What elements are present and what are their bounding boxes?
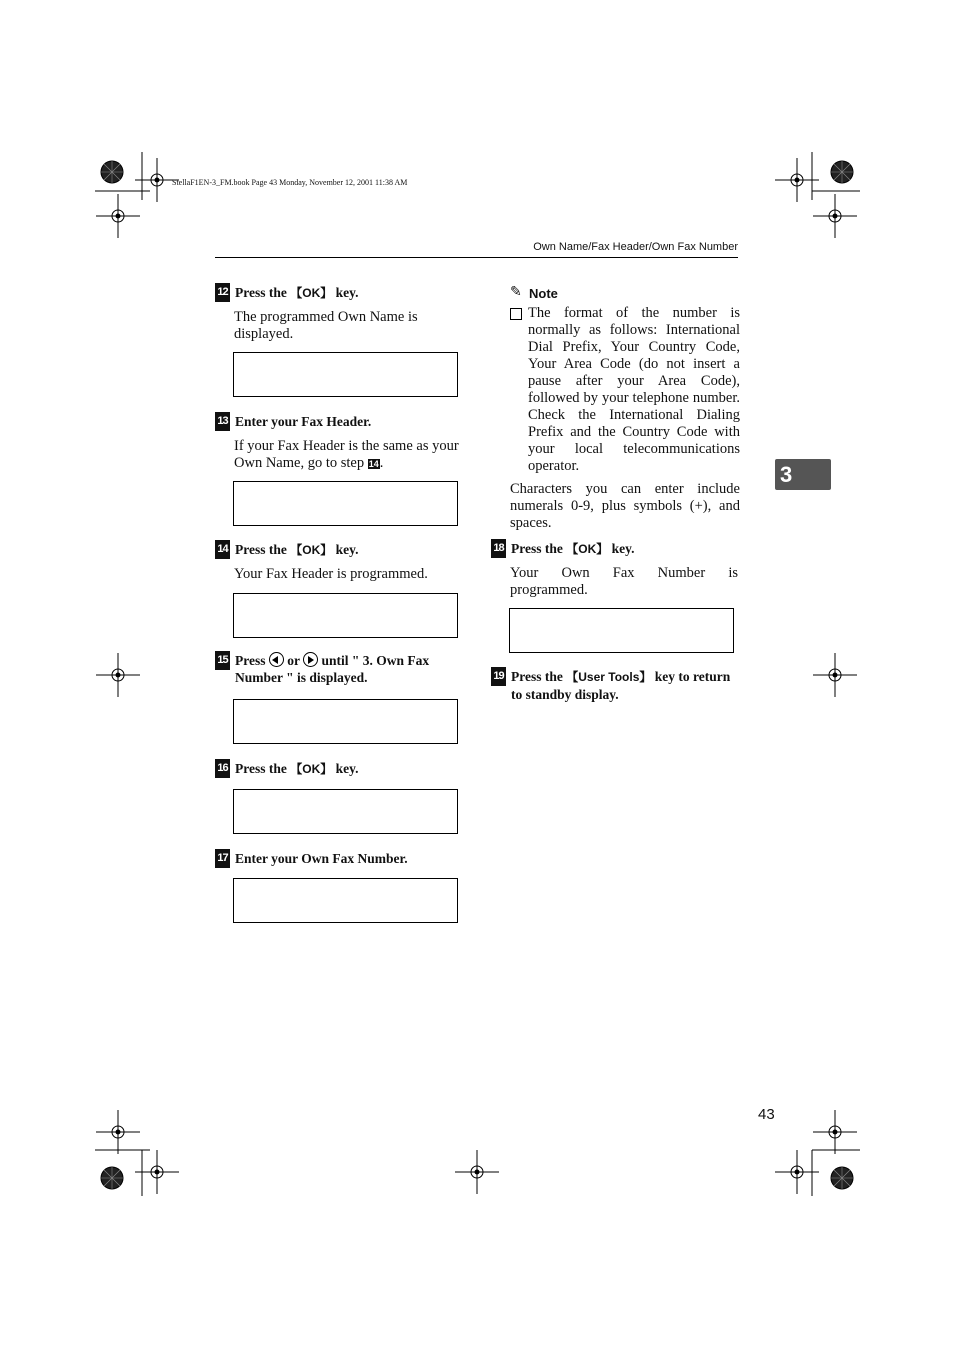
lcd-line-1: [235, 395, 457, 397]
lcd-line-1: [235, 636, 457, 638]
file-info: StellaF1EN-3_FM.book Page 43 Monday, November 12, 2001 11:38 AM: [172, 178, 408, 187]
lcd-line-1: [235, 742, 457, 744]
ok-key: 【OK】: [290, 762, 333, 776]
step-18-desc: Your Own Fax Number is programmed.: [510, 565, 738, 598]
user-tools-key: 【User Tools】: [566, 670, 652, 684]
page-number: 43: [758, 1106, 775, 1123]
step-number: 13: [215, 412, 230, 431]
lcd-display-18: [509, 608, 734, 653]
step-number: 14: [215, 540, 230, 559]
checkbox-icon: [510, 308, 522, 320]
lcd-line-1: [235, 832, 457, 834]
step-number: 12: [215, 283, 230, 302]
chapter-tab: 3: [775, 459, 831, 490]
lcd-display-13: [233, 481, 458, 526]
header-rule: [215, 257, 738, 258]
ok-key: 【OK】: [290, 543, 333, 557]
note-paragraph: Characters you can enter include numerals 0-9, plus symbols (+), and spaces.: [510, 481, 740, 531]
ok-key: 【OK】: [566, 542, 609, 556]
right-arrow-key-icon: [303, 652, 318, 667]
step-number: 18: [491, 539, 506, 558]
step-number: 17: [215, 849, 230, 868]
lcd-display-15: [233, 699, 458, 744]
lcd-display-12: [233, 352, 458, 397]
lcd-display-14: [233, 593, 458, 638]
lcd-display-17: [233, 878, 458, 923]
step-number: 15: [215, 651, 230, 670]
lcd-display-16: [233, 789, 458, 834]
note-section: [510, 285, 740, 532]
lcd-line-1: [235, 524, 457, 526]
step-14-desc: Your Fax Header is programmed.: [234, 566, 428, 582]
pencil-icon: ✎: [510, 285, 522, 300]
step-12-desc: The programmed Own Name is displayed.: [234, 309, 418, 342]
lcd-line-1: [511, 651, 733, 653]
running-head: Own Name/Fax Header/Own Fax Number: [533, 241, 738, 253]
lcd-line-1: [235, 921, 457, 923]
left-arrow-key-icon: [269, 652, 284, 667]
step-13-desc: If your Fax Header is the same as your Own Name, go to step 14.: [234, 438, 459, 471]
ok-key: 【OK】: [290, 286, 333, 300]
step-number: 19: [491, 667, 506, 686]
note-item: The format of the number is normally as follows: International Dial Prefix, Your Country Code, Your Area Code (do not insert a pause after your Area Code), followed by your telephone number. Check the International Dialing Prefix and the Country Code with your local telecommunications operator.: [510, 305, 740, 475]
step-ref: 14: [368, 459, 379, 469]
note-heading: Note: [529, 286, 558, 301]
step-number: 16: [215, 759, 230, 778]
